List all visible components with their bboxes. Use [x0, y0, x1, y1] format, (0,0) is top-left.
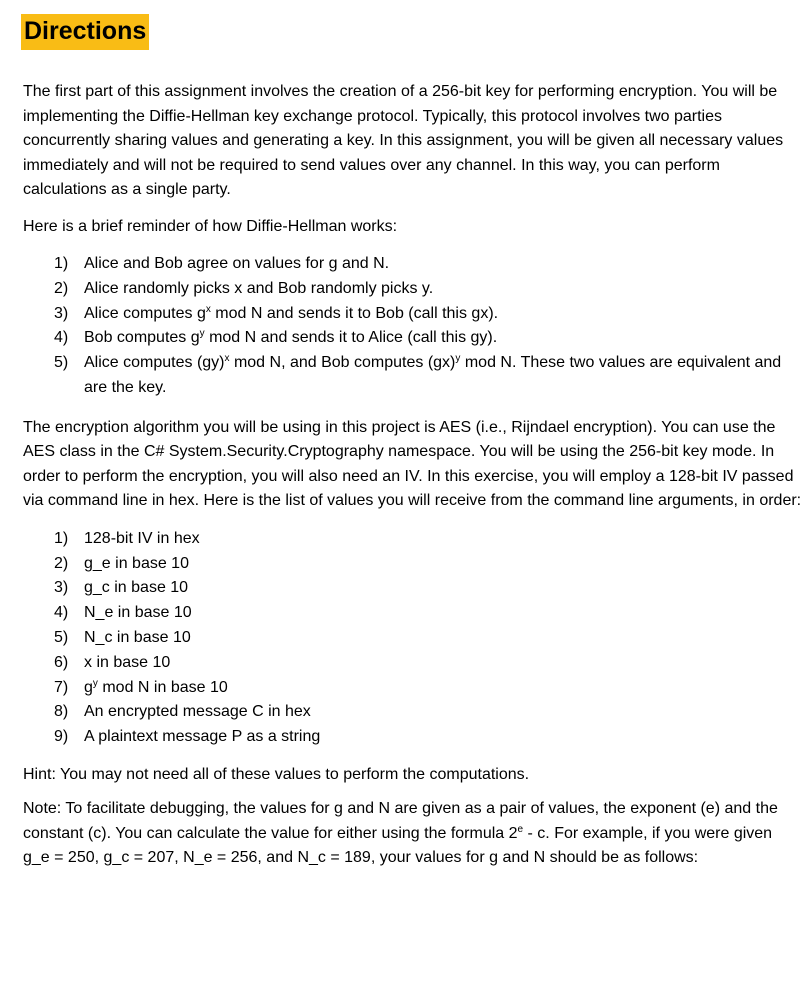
list-item-text: 128-bit IV in hex: [84, 529, 200, 547]
superscript: y: [455, 353, 461, 365]
superscript: e: [517, 823, 524, 835]
list-number: 5): [54, 354, 69, 372]
list-item-text: $g^y$ mod N in base 10: [84, 677, 228, 696]
argument-item: [54, 676, 803, 701]
list-item-text: N_c in base 10: [84, 628, 191, 646]
list-item-text: g_e in base 10: [84, 554, 189, 572]
document-page: [23, 14, 803, 871]
hint-paragraph: Hint: You may not need all of these values to perform the computations.: [23, 765, 530, 783]
list-item-text: N_e in base 10: [84, 604, 192, 622]
superscript: y: [199, 328, 205, 340]
reminder-paragraph: Here is a brief reminder of how Diffie-Hellman works:: [23, 217, 398, 235]
step-item: [54, 351, 803, 401]
superscript: x: [224, 353, 230, 365]
argument-item: [54, 576, 803, 601]
list-number: 3): [54, 304, 69, 322]
step-item: [54, 326, 803, 351]
list-item-text: A plaintext message P as a string: [84, 728, 321, 746]
encryption-paragraph: The encryption algorithm you will be using in this project is AES (i.e., Rijndael encryption). You can use the AES class in the C# System.Security.Cryptography namespace. You will be using the 256-bit key mode. In order to perform the encryption, you will also need an IV. In this exercise, you will employ a 128-bit IV passed via command line in hex. Here is the list of values you will receive from the command line arguments, in order:: [23, 418, 802, 510]
note-paragraph: Note: To facilitate debugging, the values for g and N are given as a pair of values, the exponent (e) and the constant (c). You can calculate the value for either using the formula 2e - c. For example, if you were given g_e = 250, g_c = 207, N_e = 256, and N_c = 189, your values for g and N should be as follows:: [23, 800, 778, 867]
list-number: 5): [54, 628, 69, 646]
list-number: 2): [54, 554, 69, 572]
list-item-text: Alice computes $g^x$ mod N and sends it to Bob (call this gx).: [84, 303, 499, 322]
list-item-text: Bob computes $g^y$ mod N and sends it to Alice (call this gy).: [84, 328, 498, 347]
list-number: 6): [54, 653, 69, 671]
list-number: 9): [54, 728, 69, 746]
argument-item: [54, 700, 803, 725]
argument-item: [54, 725, 803, 750]
heading-highlight: [21, 14, 149, 50]
intro-paragraph: The first part of this assignment involves the creation of a 256-bit key for performing encryption. You will be implementing the Diffie-Hellman key exchange protocol. Typically, this protocol involves two parties concurrently sharing values and generating a key. In this assignment, you will be given all necessary values immediately and will not be required to send values over any channel. In this way, you can perform calculations as a single party.: [23, 83, 784, 198]
argument-item: [54, 626, 803, 651]
step-item: [54, 277, 803, 302]
list-number: 4): [54, 604, 69, 622]
list-number: 2): [54, 279, 69, 297]
list-number: 1): [54, 529, 69, 547]
page-title: Directions: [24, 17, 147, 45]
list-item-text: g_c in base 10: [84, 579, 189, 597]
step-item: [54, 252, 803, 277]
argument-item: [54, 601, 803, 626]
list-number: 1): [54, 255, 69, 272]
argument-item: [54, 552, 803, 577]
step-item: [54, 302, 803, 327]
list-item-text: An encrypted message C in hex: [84, 703, 311, 721]
superscript: y: [92, 677, 98, 689]
list-item-text: Alice and Bob agree on values for g and N.: [84, 255, 390, 272]
argument-item: [54, 527, 803, 552]
list-number: 4): [54, 329, 69, 347]
diffie-hellman-steps-list: [54, 252, 803, 401]
list-number: 7): [54, 678, 69, 696]
list-item-text: x in base 10: [84, 653, 171, 671]
argument-item: [54, 651, 803, 676]
list-item-text: Alice randomly picks x and Bob randomly picks y.: [84, 279, 434, 297]
list-number: 8): [54, 703, 69, 721]
superscript: x: [205, 303, 211, 315]
command-line-args-list: [54, 527, 803, 750]
list-item-text: Alice computes (gy)$^x$ mod N, and Bob computes (gx)$^y$ mod N. These two values are equivalent and are the key.: [84, 353, 782, 396]
list-number: 3): [54, 579, 69, 597]
